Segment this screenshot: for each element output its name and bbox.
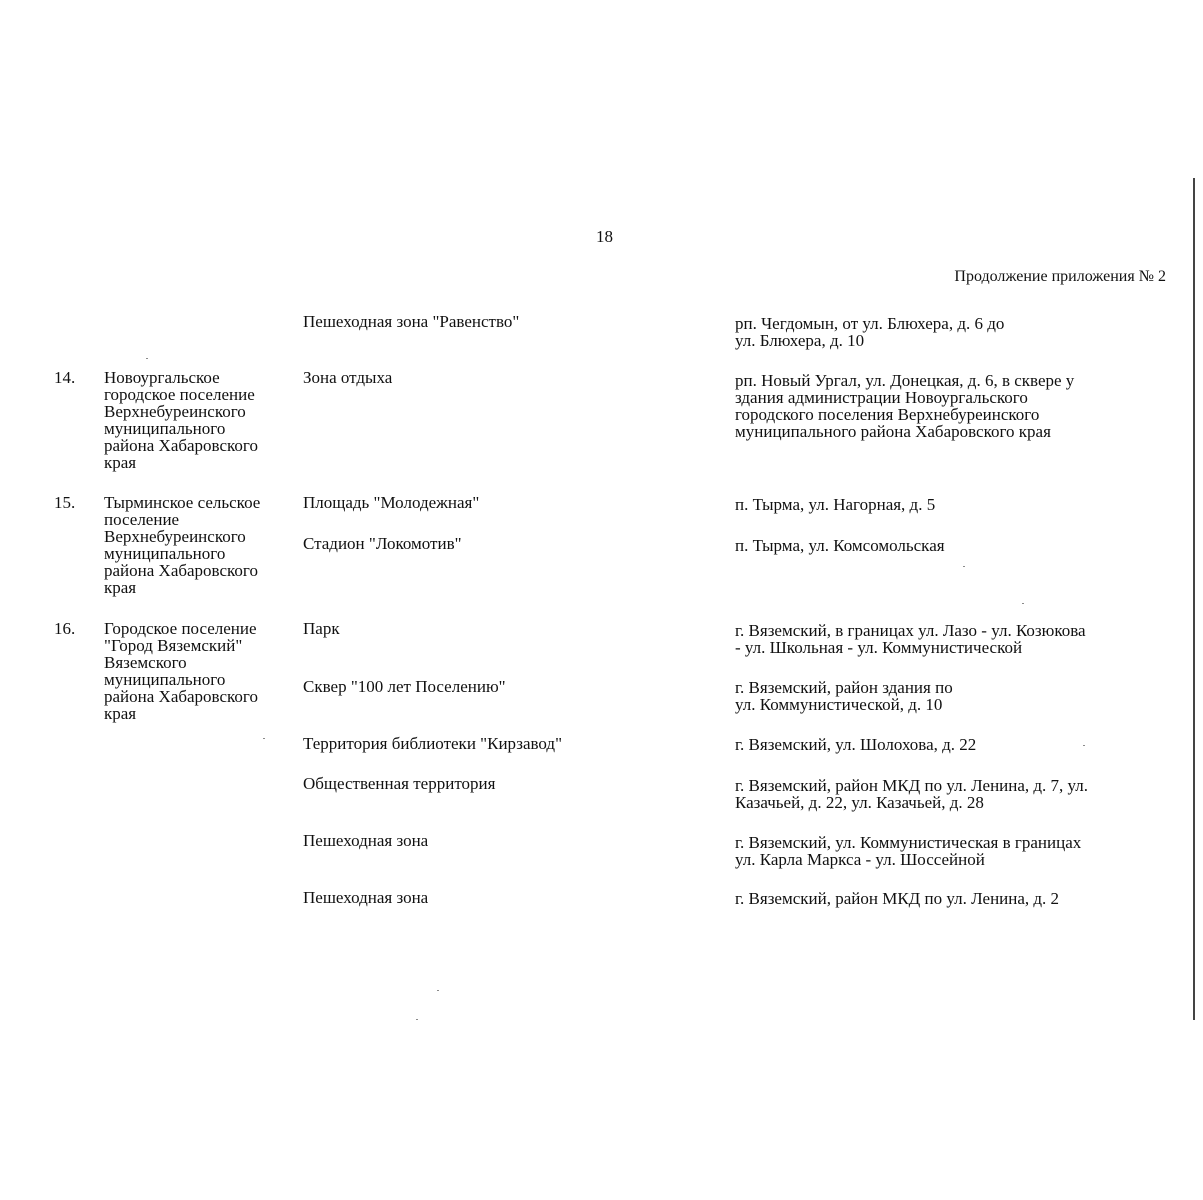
territory-address: п. Тырма, ул. Нагорная, д. 5 [735,495,936,514]
scan-edge-line [1193,178,1195,1020]
page-number: 18 [596,227,613,246]
scan-speck [1022,603,1024,604]
territory-name: Зона отдыха [303,368,393,387]
municipality-name: Тырминское сельское поселение Верхнебуреинского муниципального района Хабаровского края [104,493,261,597]
territory-name: Пешеходная зона "Равенство" [303,312,520,331]
scan-speck [263,738,265,739]
territory-name: Пешеходная зона [303,888,429,907]
scan-speck [1083,745,1085,746]
territory-address: г. Вяземский, район МКД по ул. Ленина, д. 2 [735,889,1060,908]
territory-address: г. Вяземский, в границах ул. Лазо - ул. Козюкова - ул. Школьная - ул. Коммунистической [735,621,1086,657]
territory-address: г. Вяземский, ул. Коммунистическая в границах ул. Карла Маркса - ул. Шоссейной [735,833,1082,869]
territory-name: Общественная территория [303,774,496,793]
territory-address: п. Тырма, ул. Комсомольская [735,536,945,555]
territory-address: рп. Новый Ургал, ул. Донецкая, д. 6, в сквере у здания администрации Новоургальского городского поселения Верхнебуреинского муниципального района Хабаровского края [735,371,1075,441]
territory-address: г. Вяземский, ул. Шолохова, д. 22 [735,735,977,754]
row-number: 15. [54,493,76,512]
territory-address: рп. Чегдомын, от ул. Блюхера, д. 6 до ул. Блюхера, д. 10 [735,314,1005,350]
territory-name: Сквер "100 лет Поселению" [303,677,506,696]
row-number: 14. [54,368,76,387]
territory-name: Стадион "Локомотив" [303,534,462,553]
territory-name: Площадь "Молодежная" [303,493,480,512]
row-number: 16. [54,619,76,638]
municipality-name: Новоургальское городское поселение Верхнебуреинского муниципального района Хабаровского края [104,368,258,472]
municipality-name: Городское поселение "Город Вяземский" Вяземского муниципального района Хабаровского края [104,619,258,723]
territory-address: г. Вяземский, район МКД по ул. Ленина, д. 7, ул. Казачьей, д. 22, ул. Казачьей, д. 28 [735,776,1089,812]
territory-address: г. Вяземский, район здания по ул. Коммунистической, д. 10 [735,678,953,714]
territory-name: Парк [303,619,340,638]
appendix-continuation-note: Продолжение приложения № 2 [954,268,1166,285]
territory-name: Территория библиотеки "Кирзавод" [303,734,563,753]
scan-speck [146,358,148,359]
scan-speck [416,1019,418,1020]
territory-name: Пешеходная зона [303,831,429,850]
scan-speck [437,990,439,991]
scan-speck [963,566,965,567]
